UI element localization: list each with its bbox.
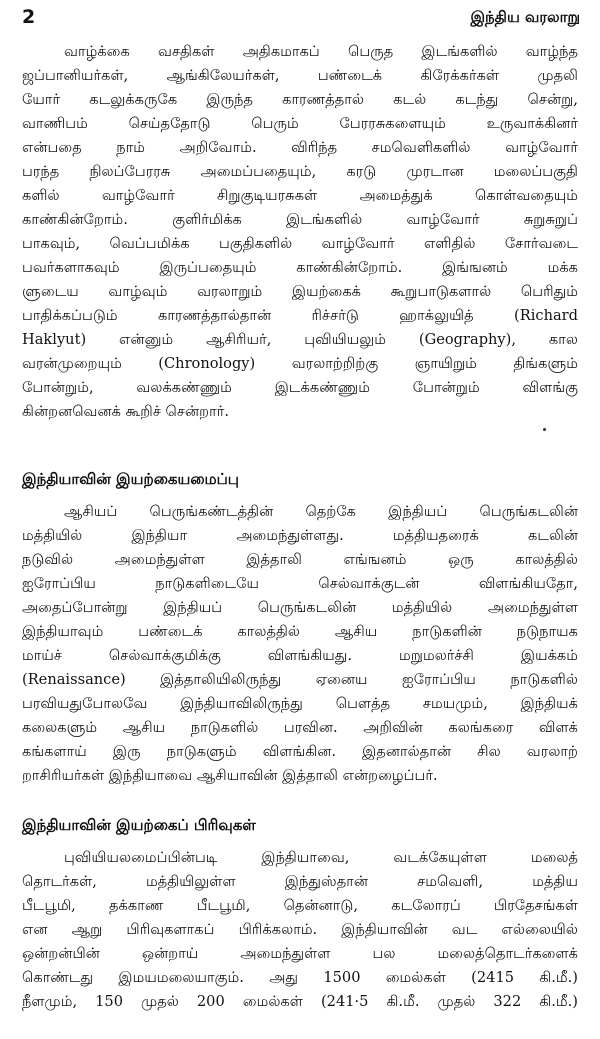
text-line: கொண்டது இமயமலையாகும். அது 1500 மைல்கள் (2415 கி.மீ.) — [22, 969, 578, 986]
text-line: பவர்களாகவும் இருப்பதையும் காண்கின்றோம். இங்ஙனம் மக்க — [22, 259, 578, 276]
text-line: தொடர்கள், மத்தியிலுள்ள இந்துஸ்தான் சமவெளி, மத்திய — [22, 873, 578, 890]
text-line: வாழ்க்கை வசதிகள் அதிகமாகப் பெருத இடங்களில் வாழ்ந்த — [64, 43, 578, 60]
text-line: காண்கின்றோம். குளிர்மிக்க இடங்களில் வாழ்வோர் சுறுசுறுப் — [22, 211, 578, 228]
text-line: களில் வாழ்வோர் சிறுகுடியரசுகள் அமைத்துக் கொள்வதையும் — [22, 187, 578, 204]
text-line: ஐரோப்பிய நாடுகளிடையே செல்வாக்குடன் விளங்கியதோ, — [22, 575, 578, 592]
section-heading: இந்தியாவின் இயற்கையமைப்பு — [22, 470, 239, 488]
page-number: 2 — [22, 6, 36, 28]
text-line: ஒன்றன்பின் ஒன்றாய் அமைந்துள்ள பல மலைத்தொடர்களைக் — [22, 945, 578, 962]
text-line: பாகவும், வெப்பமிக்க பகுதிகளில் வாழ்வோர் எளிதில் சோர்வடை — [22, 235, 578, 252]
text-line: கின்றனவெனக் கூறிச் சென்றார். — [22, 403, 229, 420]
text-line: போன்றும், வலக்கண்ணும் இடக்கண்ணும் போன்றும் விளங்கு — [22, 379, 578, 396]
text-line: நடுவில் அமைந்துள்ள இத்தாலி எங்ஙனம் ஒரு காலத்தில் — [22, 551, 578, 568]
text-line: கங்களாய் இரு நாடுகளும் விளங்கின. இதனால்தான் சில வரலாற் — [22, 743, 578, 760]
text-line: கலைகளும் ஆசிய நாடுகளில் பரவின. அறிவின் கலங்கரை விளக் — [22, 719, 578, 736]
text-line: (Renaissance) இத்தாலியிலிருந்து ஏனைய ஐரோப்பிய நாடுகளில் — [22, 671, 578, 688]
text-line: என ஆறு பிரிவுகளாகப் பிரிக்கலாம். இந்தியாவின் வட எல்லையில் — [22, 921, 578, 938]
text-line: ஜப்பானியர்கள், ஆங்கிலேயர்கள், பண்டைக் கிரேக்கர்கள் முதலி — [22, 67, 578, 84]
text-line: நீளமும், 150 முதல் 200 மைல்கள் (241·5 கி.மீ. முதல் 322 கி.மீ.) — [22, 993, 578, 1010]
text-line: மாய்ச் செல்வாக்குமிக்கு விளங்கியது. மறுமலர்ச்சி இயக்கம் — [22, 647, 578, 664]
text-line: ளுடைய வாழ்வும் வரலாறும் இயற்கைக் கூறுபாடுகளால் பெரிதும் — [22, 283, 578, 300]
section-heading: இந்தியாவின் இயற்கைப் பிரிவுகள் — [22, 816, 256, 834]
text-line: றாசிரியர்கள் இந்தியாவை ஆசியாவின் இத்தாலி என்றழைப்பர். — [22, 767, 438, 784]
text-line: அதைப்போன்று இந்தியப் பெருங்கடலின் மத்தியில் அமைந்துள்ள — [22, 599, 578, 616]
ink-speck — [543, 428, 546, 431]
text-line: என்பதை நாம் அறிவோம். விரிந்த சமவெளிகளில் வாழ்வோர் — [22, 139, 578, 156]
text-line: Haklyut) என்னும் ஆசிரியர், புவியியலும் (Geography), கால — [22, 331, 578, 348]
text-line: இந்தியாவும் பண்டைக் காலத்தில் ஆசிய நாடுகளின் நடுநாயக — [22, 623, 578, 640]
text-line: பரவியதுபோலவே இந்தியாவிலிருந்து பௌத்த சமயமும், இந்தியக் — [22, 695, 578, 712]
text-line: மத்தியில் இந்தியா அமைந்துள்ளது. மத்தியதரைக் கடலின் — [22, 527, 578, 544]
text-line: ஆசியப் பெருங்கண்டத்தின் தெற்கே இந்தியப் பெருங்கடலின் — [64, 503, 578, 520]
text-line: புவியியலமைப்பின்படி இந்தியாவை, வடக்கேயுள்ள மலைத் — [64, 849, 578, 866]
page-header — [0, 0, 600, 34]
text-line: பீடபூமி, தக்காண பீடபூமி, தென்னாடு, கடலோரப் பிரதேசங்கள் — [22, 897, 578, 914]
running-title: இந்திய வரலாறு — [470, 8, 580, 26]
text-line: வாணிபம் செய்ததோடு பெரும் பேரரசுகளையும் உருவாக்கினர் — [22, 115, 578, 132]
text-line: பரந்த நிலப்பேரரசு அமைப்பதையும், கரடு முரடான மலைப்பகுதி — [22, 163, 578, 180]
text-line: யோர் கடலுக்கருகே இருந்த காரணத்தால் கடல் கடந்து சென்று, — [22, 91, 578, 108]
text-line: பாதிக்கப்படும் காரணத்தால்தான் ரிச்சர்டு ஹாக்லுயித் (Richard — [22, 307, 578, 324]
text-line: வரன்முறையும் (Chronology) வரலாற்றிற்கு ஞாயிறும் திங்களும் — [22, 355, 578, 372]
